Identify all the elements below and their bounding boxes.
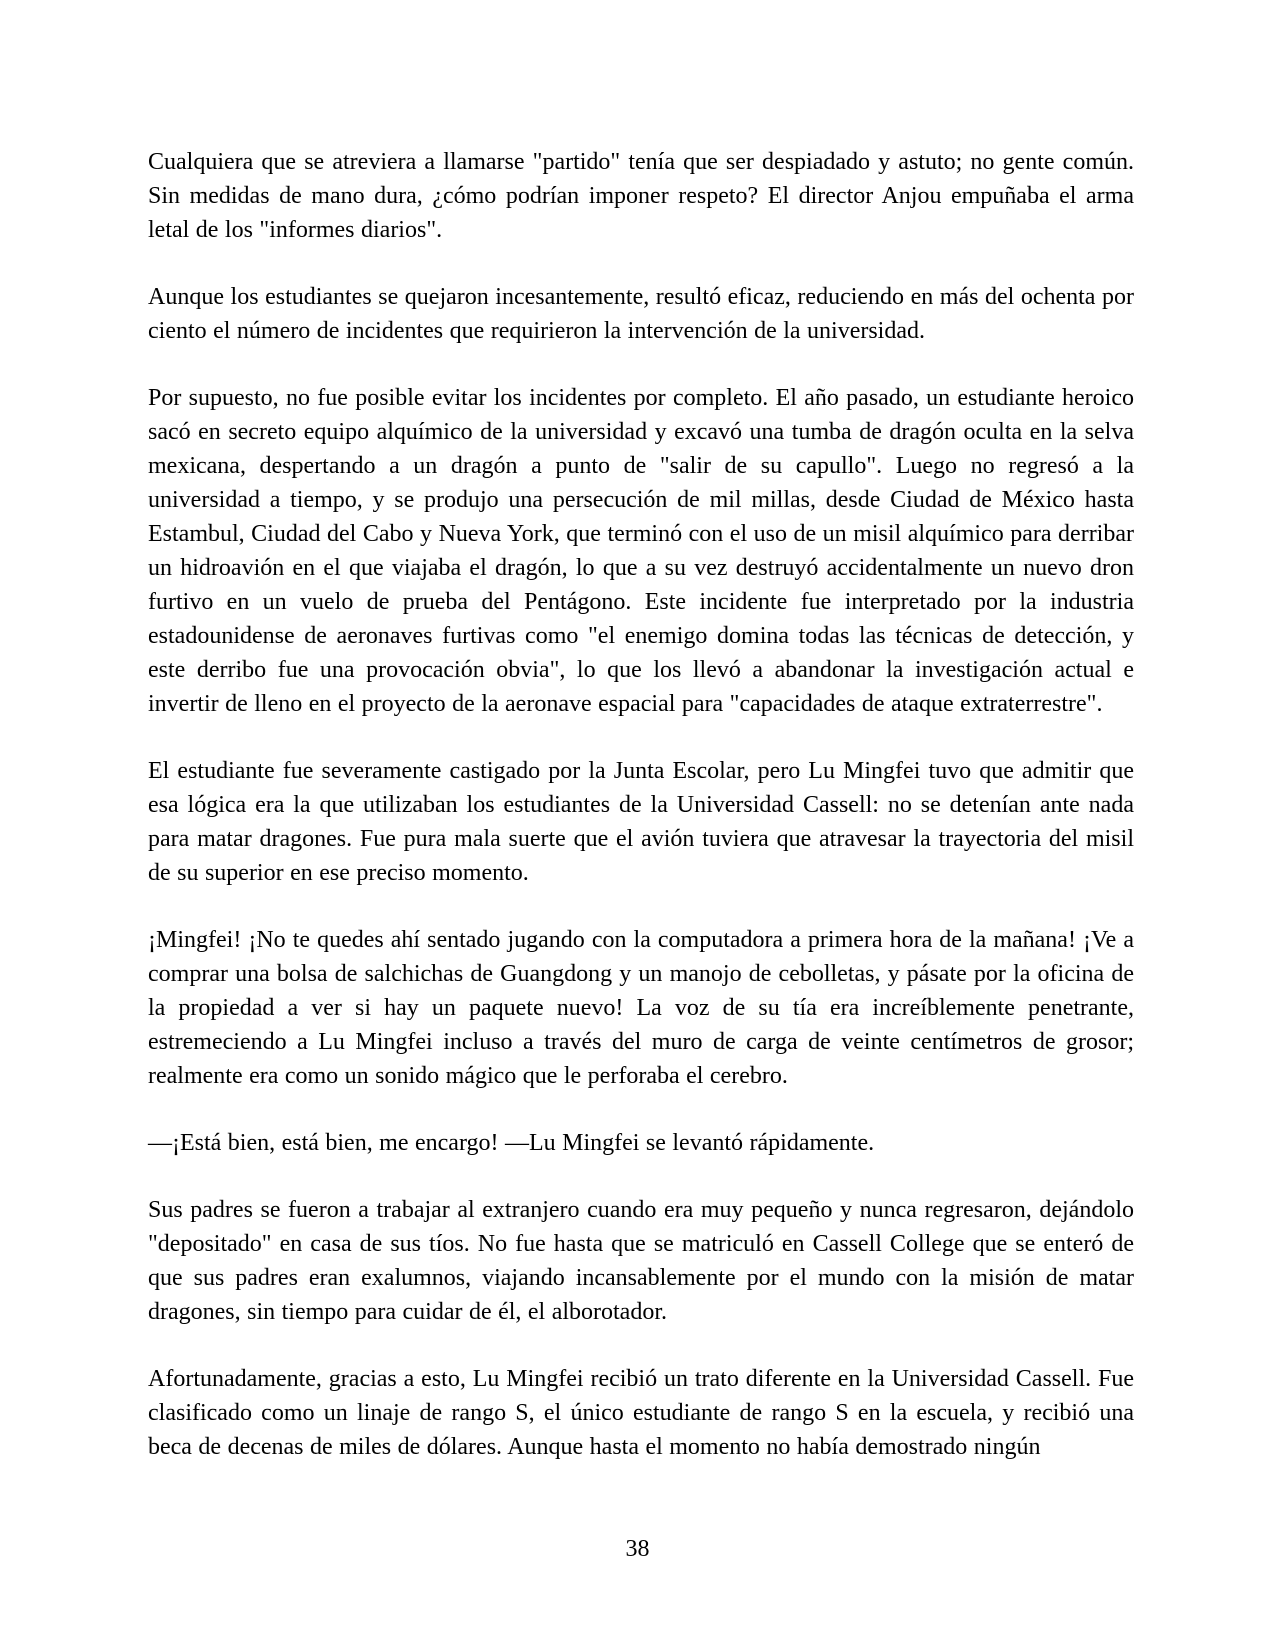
page-footer [0,1534,1275,1564]
paragraph-4: El estudiante fue severamente castigado por la Junta Escolar, pero Lu Mingfei tuvo que admitir que esa lógica era la que utilizaban los estudiantes de la Universidad Cassell: no se detenían ante nada para matar dragones. Fue pura mala suerte que el avión tuviera que atravesar la trayectoria del misil de su superior en ese preciso momento. [148,758,1134,886]
paragraph-1: Cualquiera que se atreviera a llamarse "partido" tenía que ser despiadado y astuto; no gente común. Sin medidas de mano dura, ¿cómo podrían imponer respeto? El director Anjou empuñaba el arma letal de los "informes diarios". [148,149,1134,243]
paragraph-7: Sus padres se fueron a trabajar al extranjero cuando era muy pequeño y nunca regresaron, dejándolo "depositado" en casa de sus tíos. No fue hasta que se matriculó en Cassell College que se enteró de que sus padres eran exalumnos, viajando incansablemente por el mundo con la misión de matar dragones, sin tiempo para cuidar de él, el alborotador. [148,1197,1134,1325]
paragraph-6-dialogue: —¡Está bien, está bien, me encargo! —Lu Mingfei se levantó rápidamente. [148,1130,875,1156]
paragraph-8: Afortunadamente, gracias a esto, Lu Mingfei recibió un trato diferente en la Universidad Cassell. Fue clasificado como un linaje de rango S, el único estudiante de rango S en la escuela, y recibió una beca de decenas de miles de dólares. Aunque hasta el momento no había demostrado ningún [148,1366,1134,1460]
page-body-text [148,145,1134,1497]
paragraph-3: Por supuesto, no fue posible evitar los incidentes por completo. El año pasado, un estudiante heroico sacó en secreto equipo alquímico de la universidad y excavó una tumba de dragón oculta en la selva mexicana, despertando a un dragón a punto de "salir de su capullo". Luego no regresó a la universidad a tiempo, y se produjo una persecución de mil millas, desde Ciudad de México hasta Estambul, Ciudad del Cabo y Nueva York, que terminó con el uso de un misil alquímico para derribar un hidroavión en el que viajaba el dragón, lo que a su vez destruyó accidentalmente un nuevo dron furtivo en un vuelo de prueba del Pentágono. Este incidente fue interpretado por la industria estadounidense de aeronaves furtivas como "el enemigo domina todas las técnicas de detección, y este derribo fue una provocación obvia", lo que los llevó a abandonar la investigación actual e invertir de lleno en el proyecto de la aeronave espacial para "capacidades de ataque extraterrestre". [148,385,1134,717]
page-number: 38 [625,1536,650,1562]
paragraph-2: Aunque los estudiantes se quejaron incesantemente, resultó eficaz, reduciendo en más del ochenta por ciento el número de incidentes que requirieron la intervención de la universidad. [148,284,1134,344]
paragraph-5: ¡Mingfei! ¡No te quedes ahí sentado jugando con la computadora a primera hora de la mañana! ¡Ve a comprar una bolsa de salchichas de Guangdong y un manojo de cebolletas, y pásate por la oficina de la propiedad a ver si hay un paquete nuevo! La voz de su tía era increíblemente penetrante, estremeciendo a Lu Mingfei incluso a través del muro de carga de veinte centímetros de grosor; realmente era como un sonido mágico que le perforaba el cerebro. [148,927,1134,1089]
